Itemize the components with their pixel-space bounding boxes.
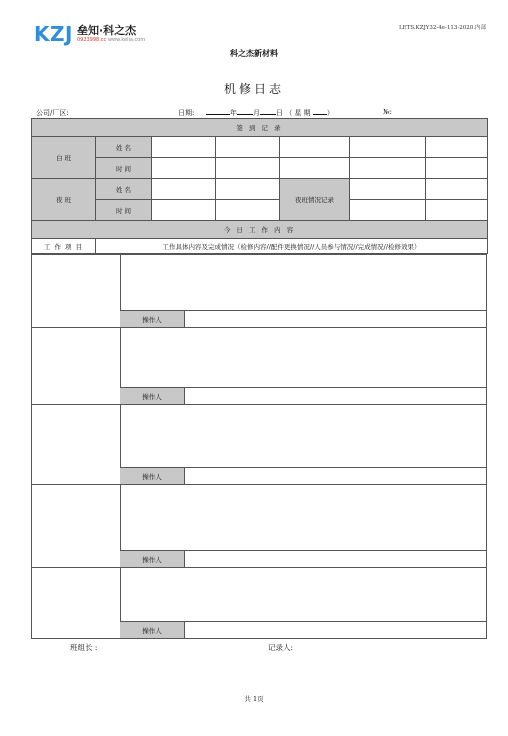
operator-label: 操作人 [120,551,185,567]
operator-label: 操作人 [120,468,185,484]
day-shift-label: 白 班 [32,137,96,179]
operator-row [120,310,486,327]
signin-table [31,118,488,254]
logo-name: 垒知·科之杰 [76,24,137,37]
today-section-title: 今 日 工 作 内 容 [32,221,488,239]
work-item-cell[interactable] [32,405,121,484]
document-number: LETS.KZJY32-4e-113-2020.内部 [399,25,486,31]
night-time-cell-1[interactable] [152,200,216,221]
night-name-cell-4[interactable] [426,179,488,200]
operator-row [120,467,486,484]
work-item-cell[interactable] [32,568,121,638]
work-block-3 [31,404,487,485]
recorder-label: 记录人: [268,643,294,652]
work-block-1 [31,254,487,328]
logo-site: www.kelia.com [107,37,146,43]
night-name-cell-3[interactable] [350,179,426,200]
day-time-cell-1[interactable] [152,158,216,179]
operator-label: 操作人 [120,311,185,327]
operator-row [120,550,486,567]
operator-label: 操作人 [120,388,185,404]
day-time-cell-3[interactable] [280,158,350,179]
work-block-2 [31,327,487,405]
night-shift-label: 夜 班 [32,179,96,221]
night-time-label: 时 间 [96,200,152,221]
day-name-cell-5[interactable] [426,137,488,158]
signin-section-title: 签 到 记 录 [32,119,488,137]
day-time-cell-4[interactable] [350,158,426,179]
work-block-5 [31,567,487,639]
day-name-cell-2[interactable] [216,137,280,158]
operator-row [120,387,486,404]
work-item-cell[interactable] [32,328,121,404]
day-name-label: 姓 名 [96,137,152,158]
day-time-cell-5[interactable] [426,158,488,179]
team-leader-label: 班组长 : [70,643,98,652]
night-time-cell-3[interactable] [350,200,426,221]
night-name-label: 姓 名 [96,179,152,200]
work-item-header: 工 作 项 目 [32,239,96,254]
date-label: 日期: [178,109,195,117]
operator-row [120,621,486,638]
work-item-cell[interactable] [32,255,121,327]
work-item-cell[interactable] [32,485,121,567]
logo-phone: 0923998.cc [76,37,107,43]
day-name-cell-1[interactable] [152,137,216,158]
day-name-cell-3[interactable] [280,137,350,158]
night-name-cell-1[interactable] [152,179,216,200]
date-line: 年 月 日 （ 星 期 ） [206,108,334,118]
day-name-cell-4[interactable] [350,137,426,158]
night-record-label: 夜班情况记录 [280,179,350,221]
company-name: 科之杰新材料 [230,48,278,58]
work-detail-header: 工作具体内容及完成情况（检修内容//配件更换情况//人员参与情况//完成情况//检修效果） [96,239,488,254]
day-time-label: 时 间 [96,158,152,179]
plant-label: 公司/厂区: [36,109,69,117]
logo-brand: KZJ [34,22,73,46]
page-title: 机修日志 [223,82,284,96]
work-block-4 [31,484,487,568]
night-time-cell-2[interactable] [216,200,280,221]
company-logo [34,22,145,46]
night-time-cell-4[interactable] [426,200,488,221]
day-time-cell-2[interactable] [216,158,280,179]
number-label: №: [383,108,392,116]
operator-label: 操作人 [120,622,185,638]
night-name-cell-2[interactable] [216,179,280,200]
page-number: 共 1页 [244,695,264,703]
